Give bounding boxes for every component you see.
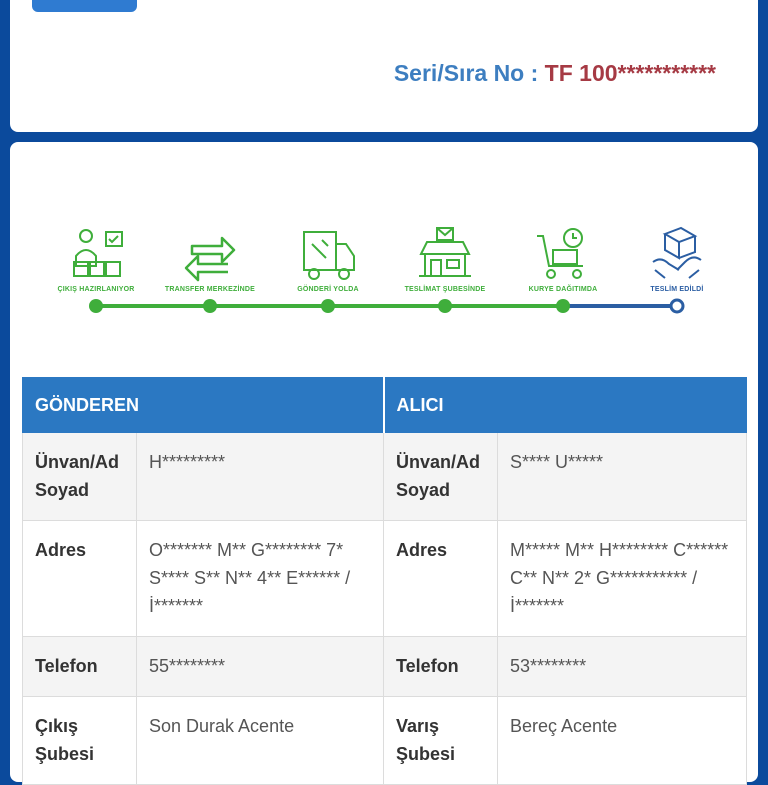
receiver-header: ALICI — [384, 378, 747, 433]
table-row — [23, 433, 747, 521]
step-label: ÇIKIŞ HAZIRLANIYOR — [57, 286, 135, 293]
step-label: TESLİM EDİLDİ — [650, 286, 704, 293]
row-label: Adres — [384, 521, 498, 637]
row-label: Çıkış Şubesi — [23, 697, 137, 785]
sender-value: 55******** — [137, 637, 384, 697]
row-label: Adres — [23, 521, 137, 637]
row-label: Telefon — [23, 637, 137, 697]
step-teslim-edildi — [617, 226, 737, 293]
shipment-details-table — [22, 377, 747, 785]
step-dot — [321, 299, 335, 313]
shipment-progress — [10, 142, 758, 342]
serial-value: TF 100*********** — [544, 60, 716, 86]
step-transfer-merkezinde — [150, 226, 270, 293]
delivery-truck-icon — [298, 226, 358, 282]
step-teslimat-subesinde — [385, 226, 505, 293]
receiver-value: 53******** — [498, 637, 747, 697]
step-dot — [438, 299, 452, 313]
step-label: GÖNDERİ YOLDA — [297, 286, 359, 293]
transfer-arrows-icon — [180, 226, 240, 282]
step-label: KURYE DAĞITIMDA — [528, 286, 598, 293]
step-label: TESLİMAT ŞUBESİNDE — [404, 286, 486, 293]
step-label: TRANSFER MERKEZİNDE — [164, 286, 256, 293]
serial-label: Seri/Sıra No : — [393, 60, 539, 86]
receiver-value: Bereç Acente — [498, 697, 747, 785]
sender-value: H********* — [137, 433, 384, 521]
receiver-value: M***** M** H******** C****** C** N** 2* G*********** / İ******* — [498, 521, 747, 637]
step-dot — [89, 299, 103, 313]
row-label: Varış Şubesi — [384, 697, 498, 785]
row-label: Telefon — [384, 637, 498, 697]
receiver-value: S**** U***** — [498, 433, 747, 521]
sender-value: O******* M** G******** 7* S**** S** N** 4** E****** / İ******* — [137, 521, 384, 637]
handover-box-icon — [647, 226, 707, 282]
courier-cart-icon — [533, 226, 593, 282]
sender-header: GÖNDEREN — [23, 378, 384, 433]
row-label: Ünvan/Ad Soyad — [23, 433, 137, 521]
table-row — [23, 521, 747, 637]
step-dot — [203, 299, 217, 313]
branch-store-icon — [415, 226, 475, 282]
step-cikis-hazirlaniyor — [36, 226, 156, 293]
table-header-row — [23, 378, 747, 433]
top-card — [10, 0, 758, 132]
table-row — [23, 697, 747, 785]
sender-value: Son Durak Acente — [137, 697, 384, 785]
warehouse-worker-icon — [66, 226, 126, 282]
step-gonderi-yolda — [268, 226, 388, 293]
step-dot-current — [671, 300, 683, 312]
table-row — [23, 637, 747, 697]
step-dot — [556, 299, 570, 313]
serial-number — [394, 60, 716, 87]
tracking-card — [10, 142, 758, 782]
row-label: Ünvan/Ad Soyad — [384, 433, 498, 521]
top-action-button[interactable] — [32, 0, 137, 12]
step-kurye-dagitimda — [503, 226, 623, 293]
